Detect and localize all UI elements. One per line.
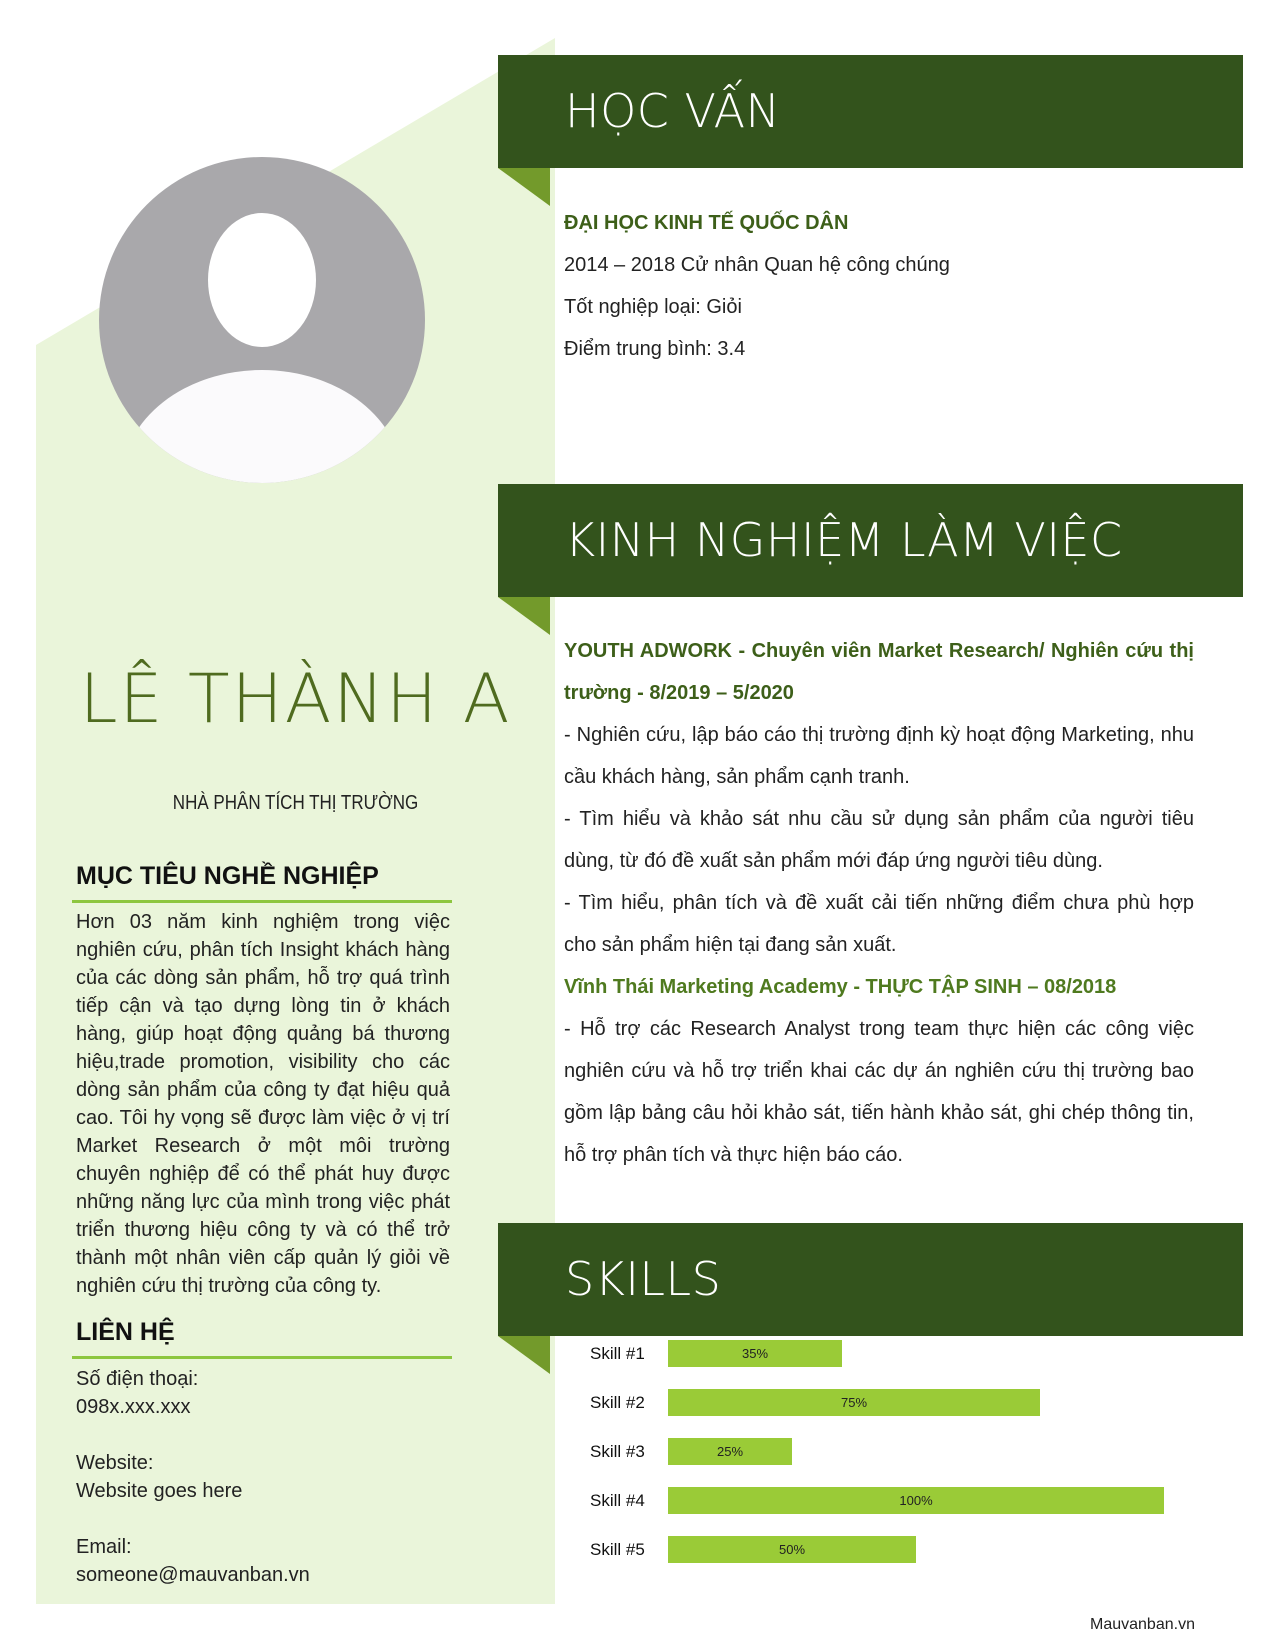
website-value[interactable]: Website goes here (76, 1480, 243, 1502)
skill-label: Skill #2 (590, 1393, 645, 1412)
gpa: Điểm trung bình: 3.4 (564, 338, 746, 360)
ribbon-fold-icon (498, 168, 550, 206)
user-avatar-icon (97, 155, 427, 485)
skills-heading: SKILLS (565, 1252, 722, 1306)
skill-bar: 50% (668, 1536, 916, 1563)
ribbon-fold-icon (498, 1336, 550, 1374)
skill-bar: 100% (668, 1487, 1164, 1514)
skill-row (590, 1340, 1210, 1389)
skills-banner (498, 1223, 1243, 1336)
skill-bar: 35% (668, 1340, 842, 1367)
job-1-bullet-2: - Tìm hiểu và khảo sát nhu cầu sử dụng sản phẩm của người tiêu dùng, từ đó đề xuất sản phẩm mới đáp ứng người tiêu dùng. (564, 808, 1194, 872)
ribbon-fold-icon (498, 597, 550, 635)
email-value[interactable]: someone@mauvanban.vn (76, 1564, 310, 1586)
contact-divider (72, 1356, 452, 1359)
footer-brand: Mauvanban.vn (1090, 1616, 1195, 1633)
education-body (564, 202, 1194, 370)
skill-label: Skill #1 (590, 1344, 645, 1363)
skill-row (590, 1389, 1210, 1438)
education-banner (498, 55, 1243, 168)
skill-label: Skill #4 (590, 1491, 645, 1510)
skill-row (590, 1536, 1210, 1585)
skill-label: Skill #5 (590, 1540, 645, 1559)
skill-row (590, 1438, 1210, 1487)
phone-value: 098x.xxx.xxx (76, 1396, 191, 1418)
contact-block (76, 1365, 456, 1589)
experience-body (564, 630, 1194, 1176)
objective-divider (72, 900, 452, 903)
experience-heading: KINH NGHIỆM LÀM VIỆC (565, 513, 1123, 567)
phone-label: Số điện thoại: (76, 1368, 199, 1390)
graduation-rank: Tốt nghiệp loại: Giỏi (564, 296, 742, 318)
contact-heading: LIÊN HỆ (76, 1318, 175, 1346)
job-title-2: Vĩnh Thái Marketing Academy - THỰC TẬP SINH – 08/2018 (564, 976, 1117, 998)
school-name: ĐẠI HỌC KINH TẾ QUỐC DÂN (564, 212, 849, 234)
experience-banner (498, 484, 1243, 597)
skill-label: Skill #3 (590, 1442, 645, 1461)
skill-bar: 75% (668, 1389, 1040, 1416)
candidate-name: LÊ THÀNH A (79, 660, 512, 739)
job-title-1: YOUTH ADWORK - Chuyên viên Market Research/ Nghiên cứu thị trường - 8/2019 – 5/2020 (564, 640, 1194, 704)
degree: 2014 – 2018 Cử nhân Quan hệ công chúng (564, 254, 950, 276)
skills-chart (590, 1340, 1210, 1585)
objective-heading: MỤC TIÊU NGHỀ NGHIỆP (76, 862, 379, 890)
email-label: Email: (76, 1536, 132, 1558)
job-1-bullet-3: - Tìm hiểu, phân tích và đề xuất cải tiến những điểm chưa phù hợp cho sản phẩm hiện tại đang sản xuất. (564, 892, 1194, 956)
job-title: NHÀ PHÂN TÍCH THỊ TRƯỜNG (172, 792, 419, 814)
objective-text: Hơn 03 năm kinh nghiệm trong việc nghiên cứu, phân tích Insight khách hàng của các dòng sản phẩm, hỗ trợ quá trình tiếp cận và tạo dựng lòng tin ở khách hàng, giúp hoạt động quảng bá thương hiệu,trade promotion, visibility cho các dòng sản phẩm của công ty đạt hiệu quả cao. Tôi hy vọng sẽ được làm việc ở vị trí Market Research ở một môi trường chuyên nghiệp để có thể phát huy được những năng lực của mình trong việc phát triển thương hiệu công ty và có thể trở thành một nhân viên cấp quản lý giỏi về nghiên cứu thị trường của công ty. (76, 911, 450, 1297)
skill-bar: 25% (668, 1438, 792, 1465)
website-label: Website: (76, 1452, 154, 1474)
job-2-bullet-1: - Hỗ trợ các Research Analyst trong team thực hiện các công việc nghiên cứu và hỗ trợ triển khai các dự án nghiên cứu thị trường bao gồm lập bảng câu hỏi khảo sát, tiến hành khảo sát, ghi chép thông tin, hỗ trợ phân tích và thực hiện báo cáo. (564, 1018, 1194, 1166)
skill-row (590, 1487, 1210, 1536)
education-heading: HỌC VẤN (565, 84, 781, 138)
job-1-bullet-1: - Nghiên cứu, lập báo cáo thị trường định kỳ hoạt động Marketing, nhu cầu khách hàng, sản phẩm cạnh tranh. (564, 724, 1194, 788)
